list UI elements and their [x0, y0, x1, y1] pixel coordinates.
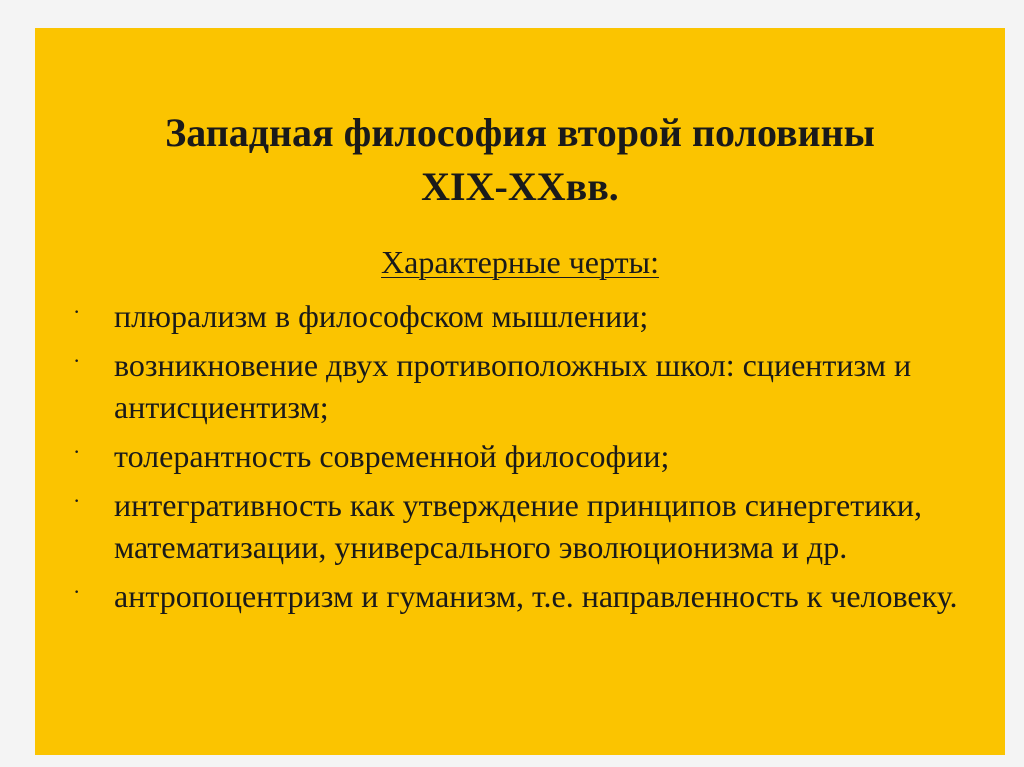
subtitle [35, 242, 1005, 282]
list-item-text: возникновение двух противоположных школ: сциентизм и антисциентизм; [114, 347, 912, 425]
list-item [35, 435, 1005, 477]
slide-title [35, 106, 1005, 214]
bullet-icon: · [73, 439, 81, 464]
bullet-icon: · [73, 579, 81, 604]
list-item [35, 575, 1005, 617]
slide [35, 28, 1005, 755]
list-item-text: плюрализм в философском мышлении; [114, 298, 649, 334]
subtitle-text: Характерные черты: [381, 244, 659, 280]
list-item-text: антропоцентризм и гуманизм, т.е. направленность к человеку. [114, 578, 958, 614]
bullet-icon: · [73, 488, 81, 513]
title-line-2: XIX-XXвв. [421, 164, 619, 209]
list-item-text: интегративность как утверждение принципов синергетики, математизации, универсального эволюционизма и др. [114, 487, 923, 565]
bullet-icon: · [73, 299, 81, 324]
feature-list [35, 295, 1005, 624]
list-item [35, 295, 1005, 337]
list-item-text: толерантность современной философии; [114, 438, 670, 474]
list-item [35, 344, 1005, 428]
list-item [35, 484, 1005, 568]
title-line-1: Западная философия второй половины [165, 110, 875, 155]
bullet-icon: · [73, 348, 81, 373]
